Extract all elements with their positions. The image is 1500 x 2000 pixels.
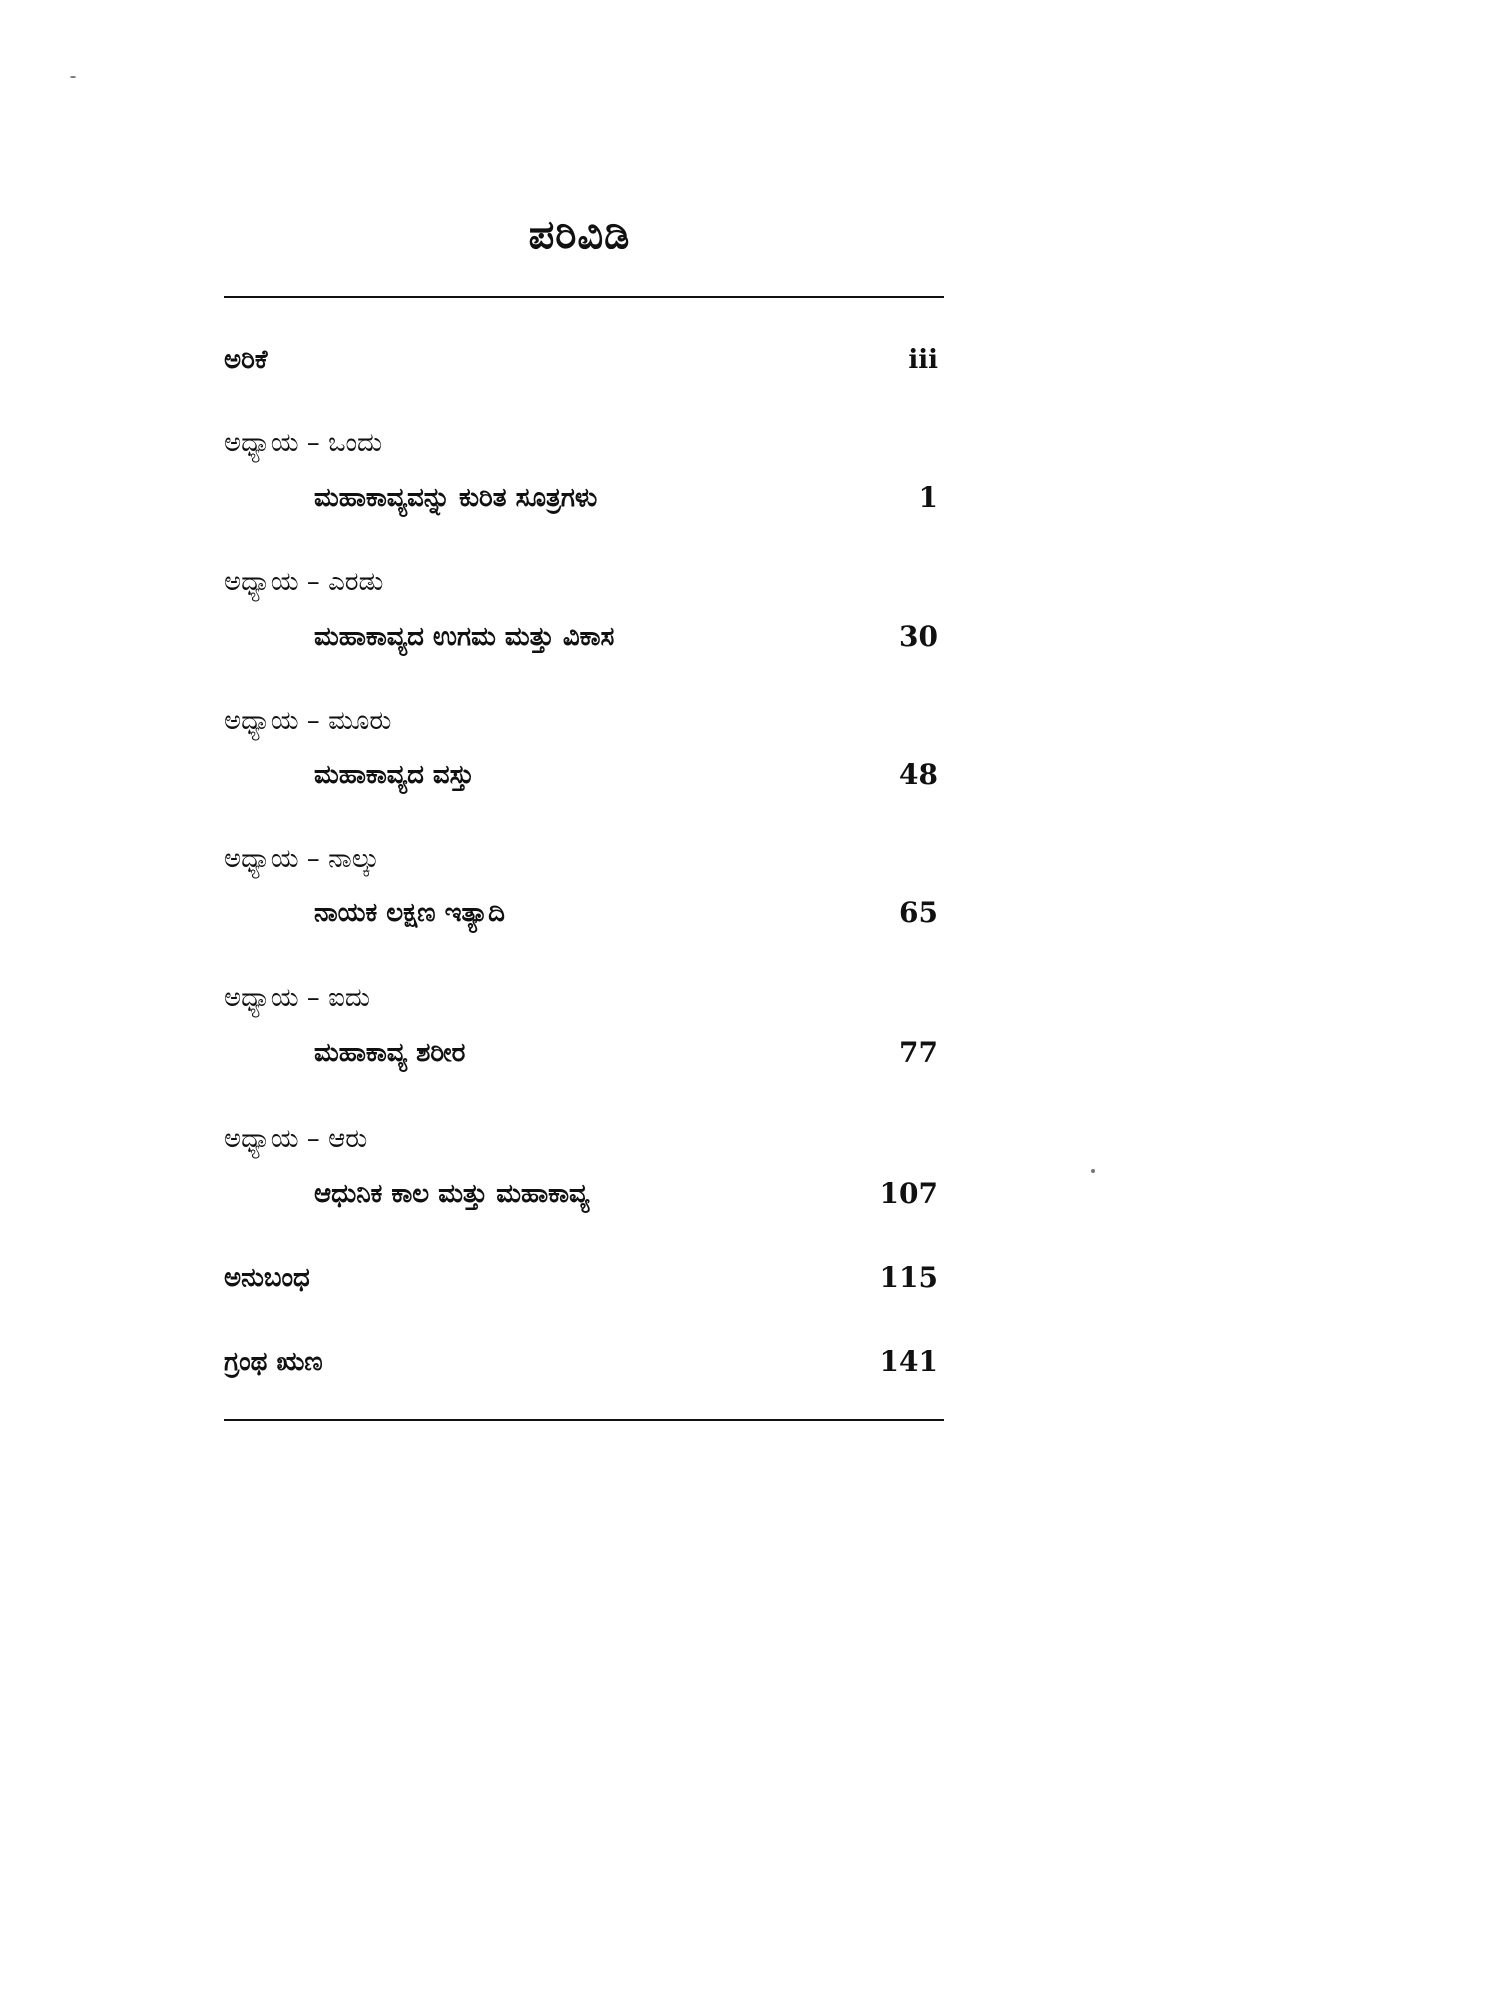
- toc-page-number: iii: [908, 345, 938, 375]
- chapter-heading-label: ಅಧ್ಯಾಯ – ಆರು: [224, 1124, 368, 1154]
- toc-entry-chapter: [224, 617, 938, 657]
- toc-page-number: 77: [899, 1036, 938, 1069]
- chapter-title: ಮಹಾಕಾವ್ಯವನ್ನು ಕುರಿತ ಸೂತ್ರಗಳು: [314, 483, 598, 513]
- toc-entry-chapter: [224, 1174, 938, 1214]
- toc-entry-label: ಅರಿಕೆ: [224, 345, 268, 375]
- scan-speck: [1091, 1169, 1095, 1173]
- toc-page-number: 48: [899, 758, 938, 791]
- chapter-heading-label: ಅಧ್ಯಾಯ – ಎರಡು: [224, 567, 384, 597]
- chapter-title: ಮಹಾಕಾವ್ಯದ ಉಗಮ ಮತ್ತು ವಿಕಾಸ: [314, 622, 615, 652]
- toc-page-number: 30: [899, 620, 938, 653]
- toc-entry-chapter: [224, 478, 938, 518]
- toc-page-number: 65: [899, 896, 938, 929]
- page-title: ಪರಿವಿಡಿ: [528, 212, 631, 258]
- toc-entry-chapter: [224, 893, 938, 933]
- toc-entry-bibliography: [224, 1342, 938, 1382]
- chapter-heading: [224, 562, 938, 602]
- chapter-heading-label: ಅಧ್ಯಾಯ – ಮೂರು: [224, 706, 392, 736]
- toc-entry-preface: [224, 340, 938, 380]
- toc-entry-label: ಅನುಬಂಧ: [224, 1263, 310, 1293]
- chapter-heading: [224, 839, 938, 879]
- toc-page-number: 141: [879, 1345, 938, 1378]
- chapter-heading: [224, 423, 938, 463]
- toc-entry-chapter: [224, 1033, 938, 1073]
- top-divider: [224, 296, 944, 298]
- chapter-title: ಆಧುನಿಕ ಕಾಲ ಮತ್ತು ಮಹಾಕಾವ್ಯ: [314, 1179, 590, 1209]
- toc-page-number: 107: [879, 1177, 938, 1210]
- chapter-heading-label: ಅಧ್ಯಾಯ – ಒಂದು: [224, 428, 383, 458]
- bottom-divider: [224, 1419, 944, 1421]
- toc-entry-chapter: [224, 755, 938, 795]
- chapter-heading: [224, 701, 938, 741]
- chapter-heading-label: ಅಧ್ಯಾಯ – ಐದು: [224, 983, 370, 1013]
- chapter-title: ನಾಯಕ ಲಕ್ಷಣ ಇತ್ಯಾದಿ: [314, 898, 505, 928]
- chapter-title: ಮಹಾಕಾವ್ಯದ ವಸ್ತು: [314, 760, 474, 790]
- toc-page-number: 115: [879, 1261, 938, 1294]
- chapter-heading: [224, 1119, 938, 1159]
- toc-entry-label: ಗ್ರಂಥ ಋಣ: [224, 1347, 323, 1377]
- chapter-title: ಮಹಾಕಾವ್ಯ ಶರೀರ: [314, 1038, 466, 1068]
- chapter-heading: [224, 978, 938, 1018]
- toc-page-number: 1: [918, 481, 938, 514]
- toc-entry-appendix: [224, 1258, 938, 1298]
- chapter-heading-label: ಅಧ್ಯಾಯ – ನಾಲ್ಕು: [224, 844, 380, 874]
- scan-speck: [70, 76, 76, 78]
